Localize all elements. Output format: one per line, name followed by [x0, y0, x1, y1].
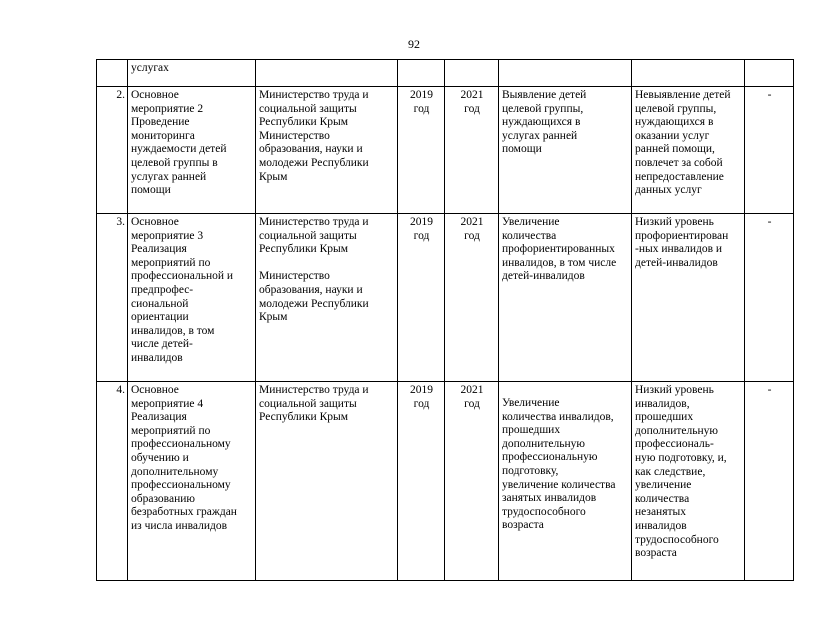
cell-executor: Министерство труда и социальной защиты Республики Крым: [256, 382, 398, 581]
cell-consequence: Невыявление детей целевой группы, нуждающихся в оказании услуг ранней помощи, повлечет за собой непредоставление данных услуг: [632, 87, 745, 214]
cell-consequence: Низкий уровень инвалидов, прошедших дополнительную профессиональ- ную подготовку, и, как следствие, увеличение количества незанятых инвалидов трудоспособного возраста: [632, 382, 745, 581]
cell-number: 3.: [97, 214, 128, 382]
table-row-continuation: [97, 60, 794, 87]
table-row: [97, 214, 794, 382]
cell-start-year: 2019 год: [398, 87, 445, 214]
cell-start-year: [398, 60, 445, 87]
cell-start-year: 2019 год: [398, 214, 445, 382]
cell-end-year: 2021 год: [445, 214, 499, 382]
cell-end-year: 2021 год: [445, 382, 499, 581]
cell-link: -: [745, 214, 794, 382]
cell-measure-name: Основное мероприятие 2 Проведение мониторинга нуждаемости детей целевой группы в услугах ранней помощи: [128, 87, 256, 214]
page-number: 92: [408, 37, 420, 51]
cell-consequence: Низкий уровень профориентирован -ных инвалидов и детей-инвалидов: [632, 214, 745, 382]
cell-link: -: [745, 382, 794, 581]
cell-measure-name: Основное мероприятие 4 Реализация мероприятий по профессиональному обучению и дополнительному профессиональному образованию безработных граждан из числа инвалидов: [128, 382, 256, 581]
cell-end-year: [445, 60, 499, 87]
cell-executor: [256, 60, 398, 87]
cell-executor: Министерство труда и социальной защиты Республики Крым Министерство образования, науки и молодежи Республики Крым: [256, 87, 398, 214]
cell-measure-name: услугах: [128, 60, 256, 87]
cell-expected-result: [499, 60, 632, 87]
cell-number: 4.: [97, 382, 128, 581]
cell-expected-result: Выявление детей целевой группы, нуждающихся в услугах ранней помощи: [499, 87, 632, 214]
measures-table: [96, 59, 794, 581]
cell-start-year: 2019 год: [398, 382, 445, 581]
cell-link: -: [745, 87, 794, 214]
table-row: [97, 382, 794, 581]
cell-link: [745, 60, 794, 87]
table-row: [97, 87, 794, 214]
cell-number: 2.: [97, 87, 128, 214]
cell-consequence: [632, 60, 745, 87]
cell-expected-result: Увеличение количества инвалидов, прошедших дополнительную профессиональную подготовку, увеличение количества занятых инвалидов трудоспособного возраста: [499, 382, 632, 581]
cell-end-year: 2021 год: [445, 87, 499, 214]
cell-expected-result: Увеличение количества профориентированных инвалидов, в том числе детей-инвалидов: [499, 214, 632, 382]
cell-measure-name: Основное мероприятие 3 Реализация мероприятий по профессиональной и предпрофес- сиональной ориентации инвалидов, в том числе детей- инвалидов: [128, 214, 256, 382]
cell-executor: Министерство труда и социальной защиты Республики Крым Министерство образования, науки и молодежи Республики Крым: [256, 214, 398, 382]
cell-number: [97, 60, 128, 87]
